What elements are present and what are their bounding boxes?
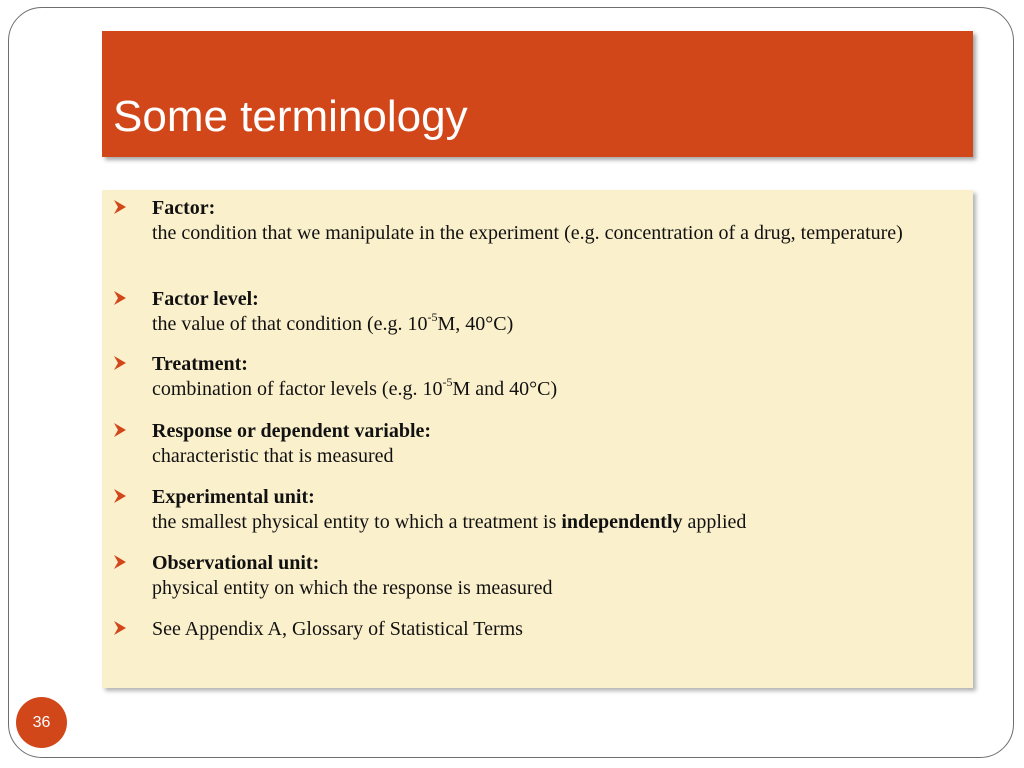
definition-part: combination of factor levels (e.g. 10 (152, 378, 443, 400)
term-definition (152, 377, 942, 402)
term-label: Observational unit: (152, 552, 320, 574)
definition-part: the smallest physical entity to which a treatment is (152, 511, 562, 533)
item-text (152, 617, 942, 642)
chevron-right-arrow-icon (113, 620, 127, 636)
definition-part: applied (682, 511, 747, 533)
term-label: Factor level: (152, 288, 259, 310)
definition-part: the value of that condition (e.g. 10 (152, 313, 428, 335)
term-definition (152, 312, 942, 337)
exponent: -5 (442, 375, 453, 390)
chevron-right-arrow-icon (113, 199, 127, 215)
term-label: Response or dependent variable: (152, 420, 432, 442)
term-label: Treatment: (152, 353, 248, 375)
item-text (152, 419, 942, 469)
title-bar (102, 31, 973, 157)
exponent: -5 (427, 310, 438, 325)
item-text (152, 551, 942, 601)
content-box (102, 190, 973, 688)
item-text (152, 196, 942, 246)
item-text (152, 352, 942, 402)
chevron-right-arrow-icon (113, 554, 127, 570)
chevron-right-arrow-icon (113, 290, 127, 306)
term-label: Factor: (152, 197, 216, 219)
term-definition: the condition that we manipulate in the experiment (e.g. concentration of a drug, temperature) (152, 222, 903, 244)
slide-title: Some terminology (113, 92, 468, 141)
chevron-right-arrow-icon (113, 422, 127, 438)
appendix-reference-text: See Appendix A, Glossary of Statistical Terms (152, 618, 523, 640)
chevron-right-arrow-icon (113, 355, 127, 371)
item-text (152, 287, 942, 337)
term-definition (152, 510, 942, 535)
term-definition: characteristic that is measured (152, 445, 394, 467)
term-label: Experimental unit: (152, 486, 315, 508)
term-definition: physical entity on which the response is measured (152, 577, 553, 599)
page-number-badge: 36 (16, 697, 67, 748)
definition-part: M, 40°C) (437, 313, 514, 335)
emphasized-word: independently (561, 511, 683, 533)
item-text (152, 485, 942, 535)
chevron-right-arrow-icon (113, 488, 127, 504)
definition-part: M and 40°C) (452, 378, 558, 400)
